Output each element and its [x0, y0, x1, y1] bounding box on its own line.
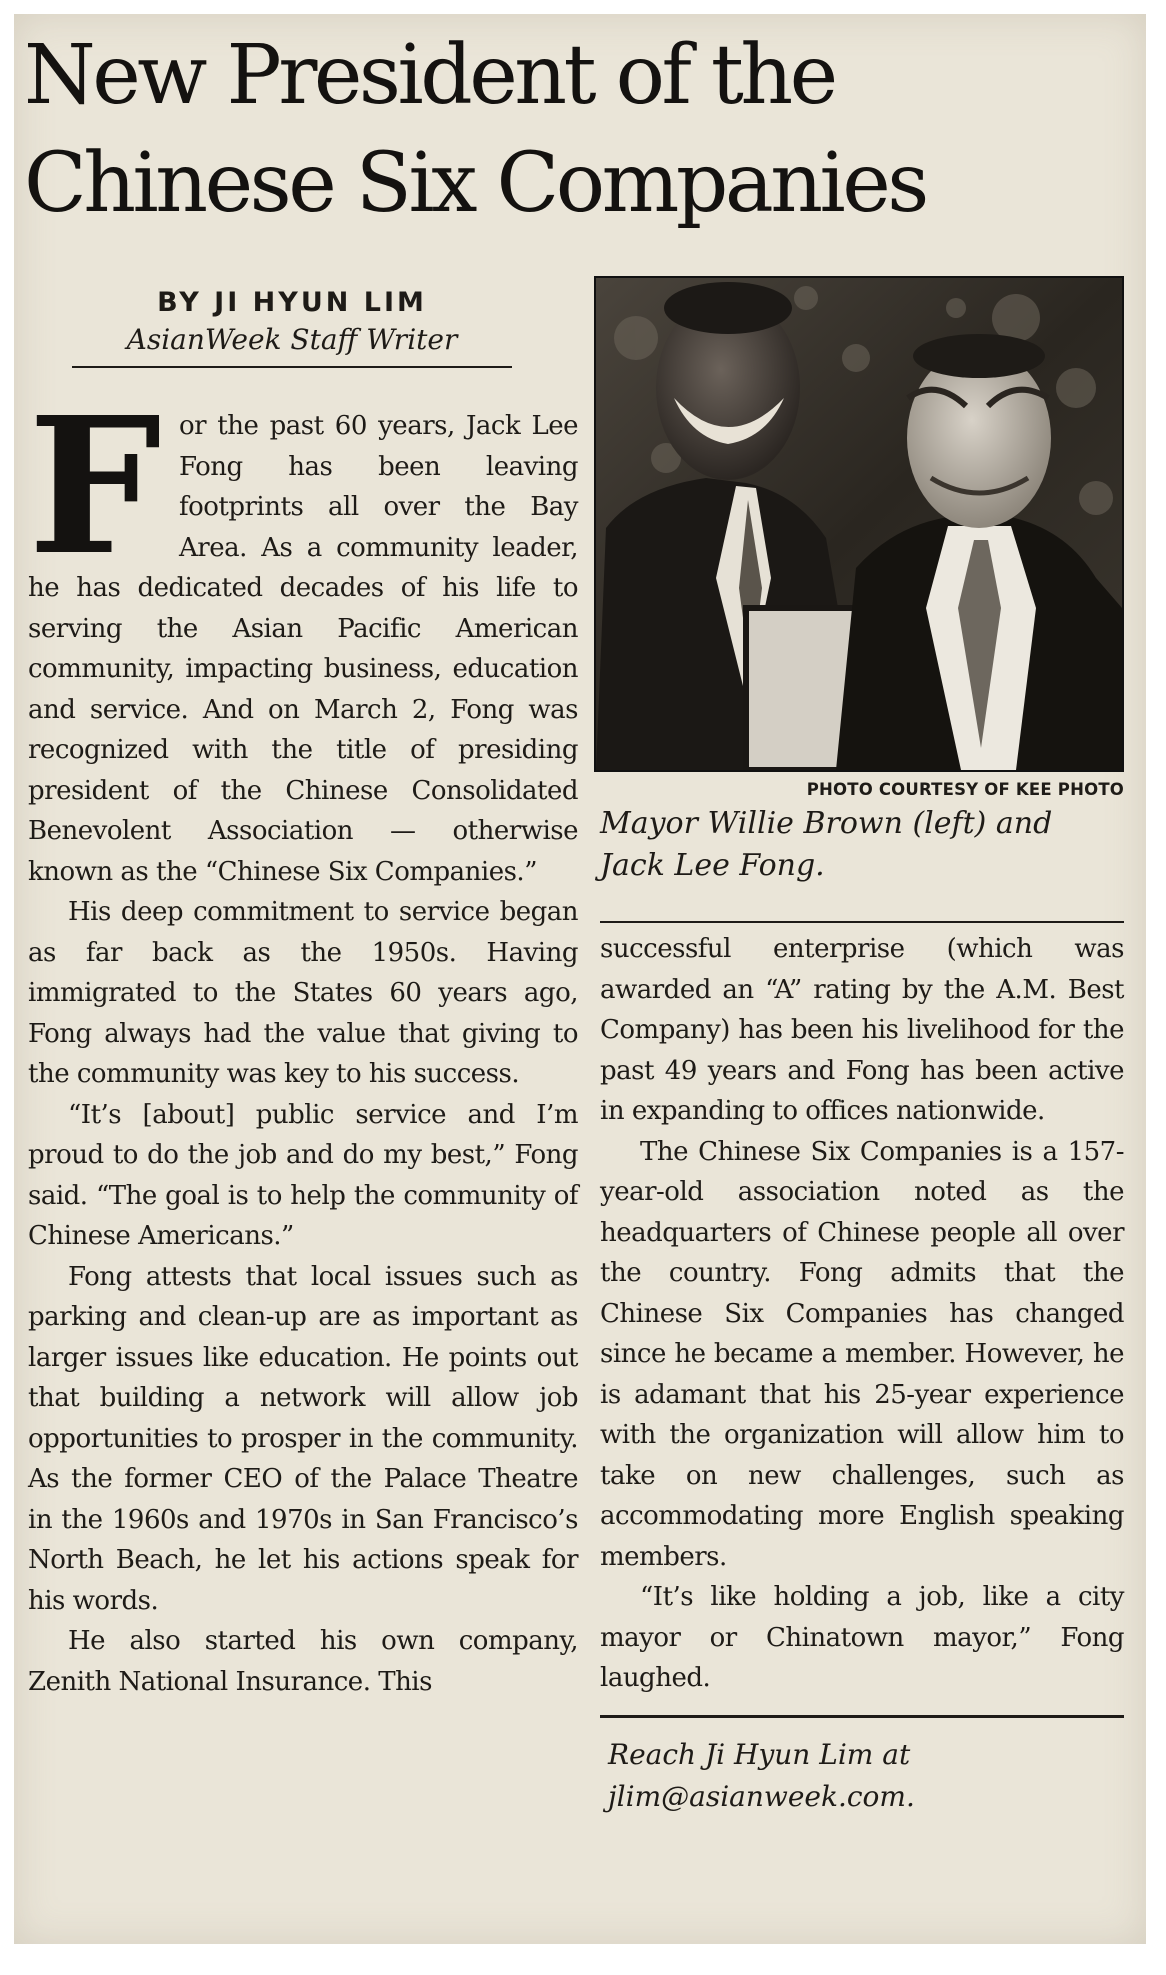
paragraph: “It’s [about] public service and I’m proud to do the job and do my best,” Fong said. “The goal is to help the community of Chinese Americans.”	[28, 1099, 578, 1251]
byline	[72, 284, 512, 368]
paragraph: Fong attests that local issues such as parking and clean-up are as important as larger issues like education. He points out that building a network will allow job opportunities to prosper in the community. As the former CEO of the Palace Theatre in the 1960s and 1970s in San Francisco’s North Beach, he let his actions speak for his words.	[28, 1261, 578, 1616]
left-column-body	[28, 376, 578, 1702]
right-column-body	[594, 929, 1124, 1699]
headline-line-2: Chinese Six Companies	[24, 136, 926, 231]
author-contact: Reach Ji Hyun Lim at jlim@asianweek.com.	[608, 1737, 915, 1813]
photo-credit: PHOTO COURTESY OF KEE PHOTO	[806, 780, 1124, 799]
news-photo	[594, 276, 1124, 772]
newspaper-clipping	[14, 14, 1146, 1944]
paragraph: His deep commitment to service began as far back as the 1950s. Having immigrated to the States 60 years ago, Fong always had the value that giving to the community was key to his success.	[28, 897, 578, 1089]
caption-divider	[600, 921, 1124, 923]
paragraph: successful enterprise (which was awarded an “A” rating by the A.M. Best Company) has been his livelihood for the past 49 years and Fong has been active in expanding to offices nationwide.	[600, 934, 1124, 1126]
right-column	[594, 276, 1124, 1818]
paragraph: The Chinese Six Companies is a 157-year-old association noted as the headquarters of Chinese people all over the country. Fong admits that the Chinese Six Companies has changed since he became a member. However, he is adamant that his 25-year experience with the organization will allow him to take on new challenges, such as accommodating more English speaking members.	[600, 1136, 1124, 1572]
byline-title: AsianWeek Staff Writer	[126, 323, 458, 356]
photo-caption: Mayor Willie Brown (left) and Jack Lee Fong.	[600, 806, 1053, 883]
left-column	[28, 284, 578, 1702]
article-end-divider	[600, 1715, 1124, 1718]
headline	[24, 22, 1134, 238]
drop-cap: F	[28, 376, 161, 597]
headline-line-1: New President of the	[24, 28, 835, 123]
photo-illustration	[596, 278, 1122, 770]
paragraph: He also started his own company, Zenith National Insurance. This	[28, 1626, 578, 1697]
byline-author: BY JI HYUN LIM	[157, 287, 427, 318]
paragraph: “It’s like holding a job, like a city mayor or Chinatown mayor,” Fong laughed.	[600, 1582, 1124, 1693]
paragraph-text: or the past 60 years, Jack Lee Fong has been leaving footprints all over the Bay Area. As a community leader, he has dedicated decades of his life to serving the Asian Pacific American community, impacting business, education and service. And on March 2, Fong was recognized with the title of presiding president of the Chinese Consolidated Benevolent Association — otherwise known as the “Chinese Six Companies.”	[28, 411, 578, 887]
paragraph	[28, 376, 578, 892]
